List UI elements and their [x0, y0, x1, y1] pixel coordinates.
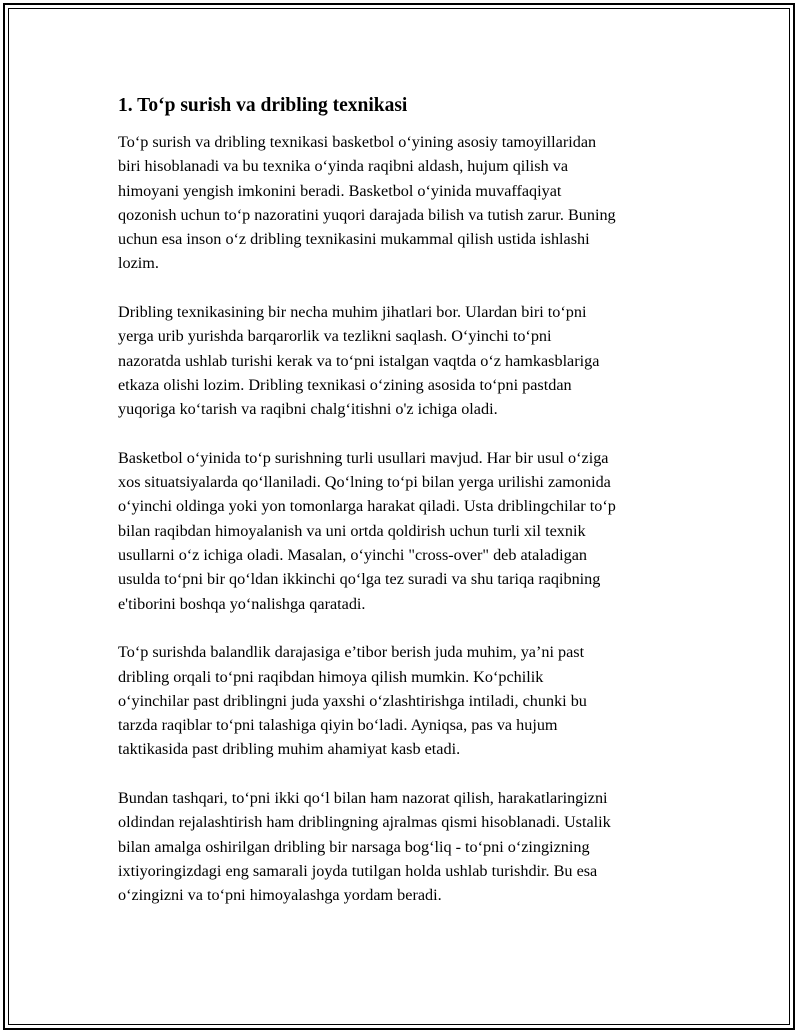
text-line: usulda to‘pni bir qo‘ldan ikkinchi qo‘lga tez suradi va shu tariqa raqibning: [118, 570, 601, 589]
text-line: o‘zingizni va to‘pni himoyalashga yordam beradi.: [118, 886, 442, 905]
paragraph-4: [118, 640, 688, 761]
paragraph-3: [118, 446, 688, 616]
text-line: biri hisoblanadi va bu texnika o‘yinda raqibni aldash, hujum qilish va: [118, 157, 569, 176]
text-line: uchun esa inson o‘z dribling texnikasini mukammal qilish ustida ishlashi: [118, 230, 590, 249]
text-line: e'tiborini boshqa yo‘nalishga qaratadi.: [118, 594, 366, 613]
text-line: oldindan rejalashtirish ham driblingning ajralmas qismi hisoblanadi. Ustalik: [118, 813, 611, 832]
text-line: o‘yinchi oldinga yoki yon tomonlarga harakat qiladi. Usta driblingchilar to‘p: [118, 497, 616, 516]
text-line: lozim.: [118, 254, 159, 273]
text-line: yerga urib yurishda barqarorlik va tezlikni saqlash. O‘yinchi to‘pni: [118, 327, 552, 346]
text-line: nazoratda ushlab turishi kerak va to‘pni istalgan vaqtda o‘z hamkasblariga: [118, 351, 600, 370]
paragraph-2: [118, 300, 688, 421]
text-line: bilan amalga oshirilgan dribling bir narsaga bog‘liq - to‘pni o‘zingizning: [118, 837, 590, 856]
text-line: dribling orqali to‘pni raqibdan himoya qilish mumkin. Ko‘pchilik: [118, 667, 544, 686]
paragraph-1: [118, 130, 688, 276]
text-line: yuqoriga ko‘tarish va raqibni chalg‘itishni o'z ichiga oladi.: [118, 400, 498, 419]
text-line: ixtiyoringizdagi eng samarali joyda tutilgan holda ushlab turishdir. Bu esa: [118, 861, 598, 880]
paragraph-5: [118, 786, 688, 907]
text-line: himoyani yengish imkonini beradi. Basketbol o‘yinida muvaffaqiyat: [118, 181, 562, 200]
text-line: tarzda raqiblar to‘pni talashiga qiyin bo‘ladi. Ayniqsa, pas va hujum: [118, 716, 558, 735]
text-line: To‘p surishda balandlik darajasiga e’tibor berish juda muhim, ya’ni past: [118, 643, 585, 662]
text-line: etkaza olishi lozim. Dribling texnikasi o‘zining asosida to‘pni pastdan: [118, 375, 572, 394]
document-body: [118, 94, 688, 932]
text-line: qozonish uchun to‘p nazoratini yuqori darajada bilish va tutish zarur. Buning: [118, 205, 616, 224]
section-heading: 1. To‘p surish va dribling texnikasi: [118, 95, 408, 116]
text-line: bilan raqibdan himoyalanish va uni ortda qoldirish uchun turli xil texnik: [118, 521, 586, 540]
text-line: To‘p surish va dribling texnikasi basketbol o‘yining asosiy tamoyillaridan: [118, 133, 597, 151]
text-line: Bundan tashqari, to‘pni ikki qo‘l bilan ham nazorat qilish, harakatlaringizni: [118, 789, 608, 808]
text-line: taktikasida past dribling muhim ahamiyat kasb etadi.: [118, 740, 461, 759]
text-line: usullarni o‘z ichiga oladi. Masalan, o‘yinchi "cross-over" deb ataladigan: [118, 546, 588, 565]
text-line: xos situatsiyalarda qo‘llaniladi. Qo‘lning to‘pi bilan yerga urilishi zamonida: [118, 473, 611, 492]
text-line: Basketbol o‘yinida to‘p surishning turli usullari mavjud. Har bir usul o‘ziga: [118, 448, 609, 467]
text-line: Dribling texnikasining bir necha muhim jihatlari bor. Ulardan biri to‘pni: [118, 303, 587, 322]
text-line: o‘yinchilar past driblingni juda yaxshi o‘zlashtirishga intiladi, chunki bu: [118, 691, 587, 710]
